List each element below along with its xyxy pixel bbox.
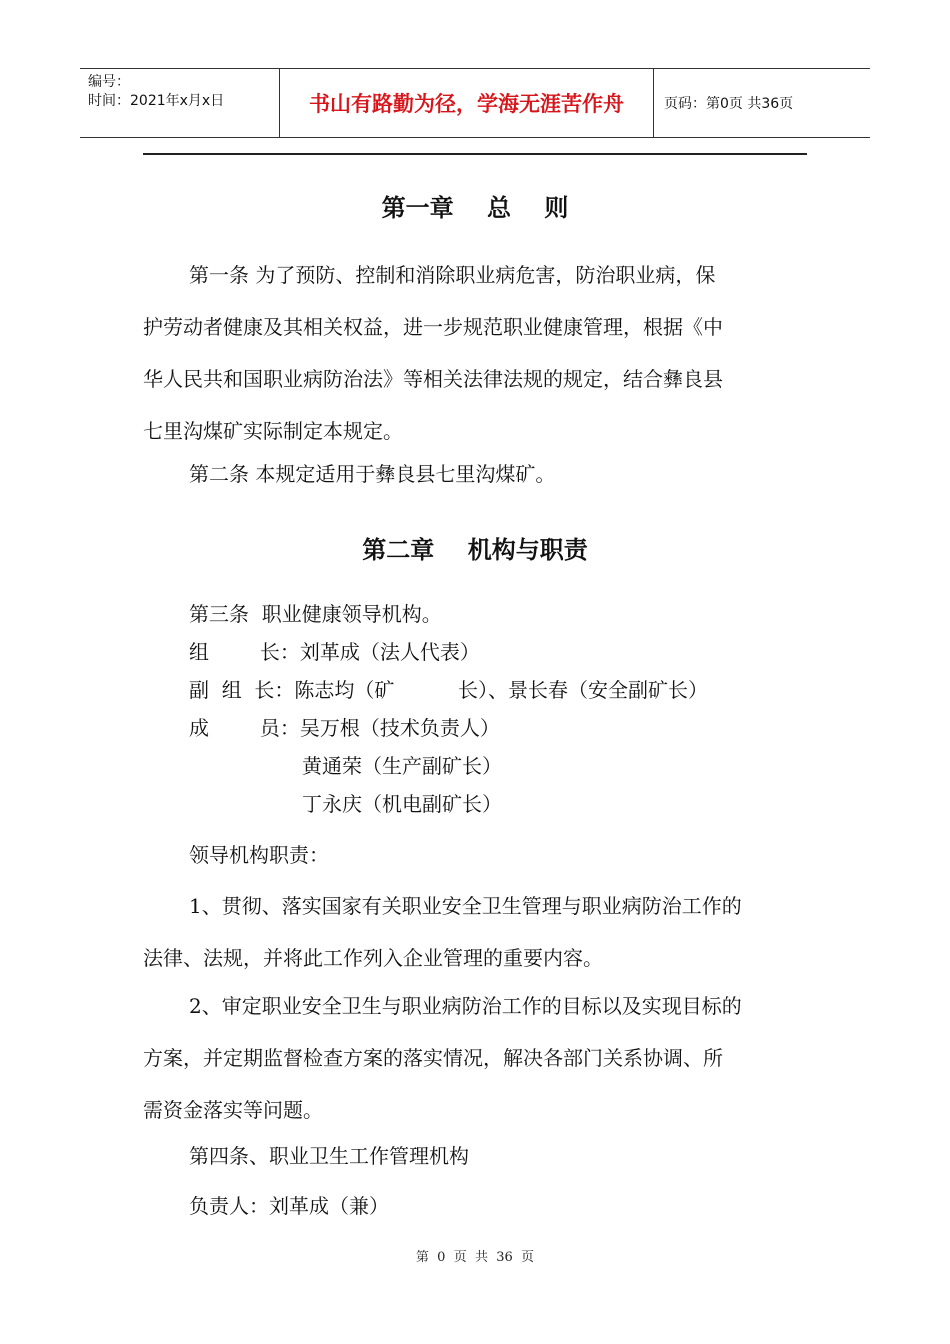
page-header [80,68,870,138]
time-label: 时间：2021年x月x日 [88,93,225,109]
header-rule [143,153,807,155]
duty-2-line: 2、审定职业安全卫生与职业病防治工作的目标以及实现目标的 [189,994,742,1018]
member-line: 黄通荣（生产副矿长） [302,754,502,778]
member-line: 成 员：吴万根（技术负责人） [189,716,500,740]
article-4-head [143,1180,807,1232]
duty-1-line: 法律、法规，并将此工作列入企业管理的重要内容。 [143,946,603,970]
page-footer: 第 0 页 共 36 页 [415,1250,535,1265]
duty-1 [143,880,807,984]
header-meta [80,69,280,137]
chapter2-title: 第二章 机构与职责 [362,535,588,564]
article-1-line: 第一条 为了预防、控制和消除职业病危害，防治职业病，保 [189,263,716,287]
member-line: 丁永庆（机电副矿长） [302,792,502,816]
article-3: 第三条 职业健康领导机构。 [189,602,442,626]
number-label: 编号： [88,74,130,90]
article-4 [143,1130,807,1182]
article-2-line: 第二条 本规定适用于彝良县七里沟煤矿。 [189,462,556,486]
duty-2-line: 方案，并定期监督检查方案的落实情况，解决各部门关系协调、所 [143,1046,723,1070]
article-2 [143,448,807,500]
deputy-line: 副 组 长：陈志均（矿 长）、景长春（安全副矿长） [189,678,709,702]
article-4-head-line: 负责人：刘革成（兼） [189,1194,389,1218]
duty-2-line: 需资金落实等问题。 [143,1098,323,1122]
article-1 [143,249,807,457]
duty-1-line: 1、贯彻、落实国家有关职业安全卫生管理与职业病防治工作的 [189,894,742,918]
article-4-line: 第四条、职业卫生工作管理机构 [189,1144,469,1168]
header-motto: 书山有路勤为径，学海无涯苦作舟 [280,69,654,137]
duty-title: 领导机构职责： [189,843,329,867]
article-1-line: 护劳动者健康及其相关权益，进一步规范职业健康管理，根据《中 [143,315,723,339]
header-page-info: 页码：第0页 共36页 [664,96,794,112]
duty-2 [143,980,807,1136]
article-1-line: 七里沟煤矿实际制定本规定。 [143,419,403,443]
article-1-line: 华人民共和国职业病防治法》等相关法律法规的规定，结合彝良县 [143,367,723,391]
leader-line: 组 长：刘革成（法人代表） [189,640,480,664]
chapter1-title: 第一章 总 则 [381,193,569,222]
